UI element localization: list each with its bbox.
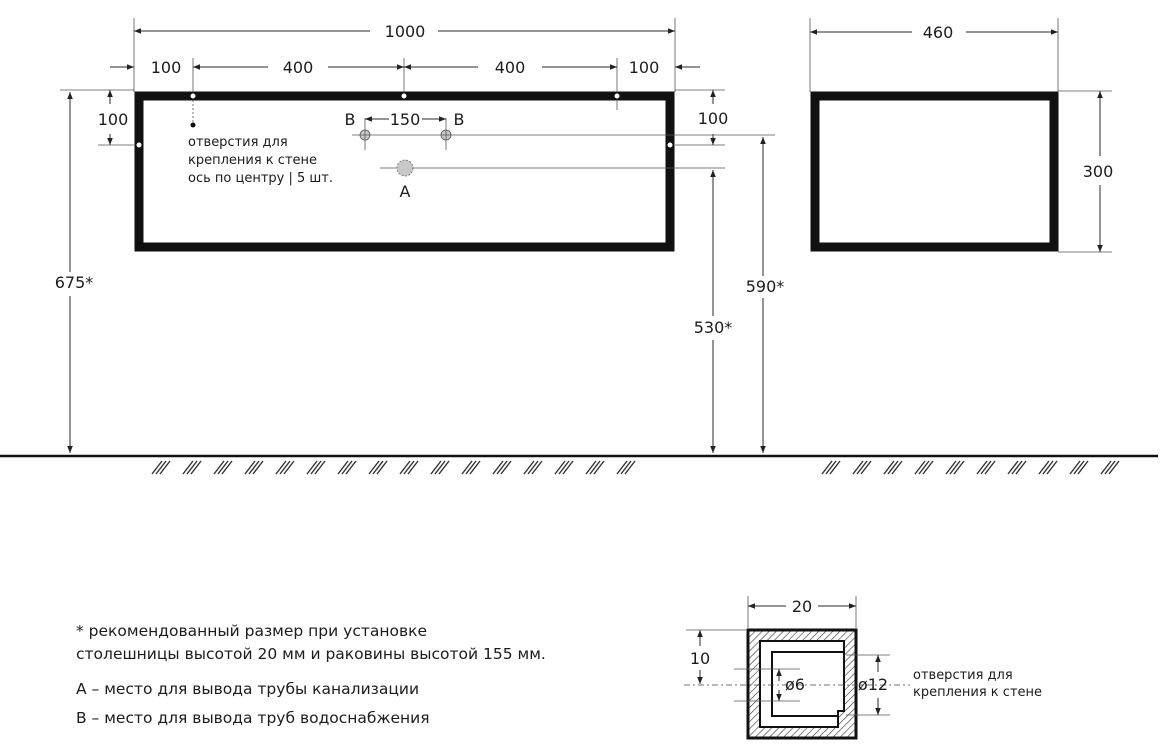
- mount-hole: [190, 93, 196, 99]
- dim-20-label: 20: [791, 597, 813, 616]
- dim-300-label: 300: [1082, 162, 1114, 181]
- dim-460-label: 460: [922, 23, 954, 42]
- side-frame: [815, 96, 1054, 247]
- profile-note-line2: крепления к стене: [913, 685, 1043, 700]
- side-view: [810, 18, 1113, 252]
- label-b-left: B: [344, 110, 356, 129]
- dim-530-label: 530*: [693, 318, 733, 337]
- mount-hole: [401, 93, 407, 99]
- dim-590-label: 590*: [745, 277, 785, 296]
- mount-hole: [614, 93, 620, 99]
- mount-note-line1: отверстия для: [188, 135, 288, 150]
- profile-note-line1: отверстия для: [913, 668, 1013, 683]
- dim-left-100-label: 100: [97, 110, 129, 129]
- dim-right-100-label: 100: [697, 109, 729, 128]
- dim-150-label: 150: [389, 110, 421, 129]
- dim-1000-label: 1000: [384, 22, 426, 41]
- dim-o6-label: ø6: [785, 675, 805, 694]
- note-line1: * рекомендованный размер при установке: [76, 622, 428, 640]
- label-a: A: [399, 182, 411, 201]
- note-line3: А – место для вывода трубы канализации: [76, 680, 420, 698]
- drain-outlet-a: [397, 160, 413, 176]
- floor: [0, 456, 1158, 474]
- notes: [76, 622, 546, 727]
- dim-o12-label: ø12: [857, 675, 889, 694]
- note-line2: столешницы высотой 20 мм и раковины высотой 155 мм.: [76, 645, 546, 663]
- dim-seg-right-label: 100: [628, 58, 660, 77]
- dim-seg-left-label: 100: [150, 58, 182, 77]
- dim-10-label: 10: [689, 649, 711, 668]
- mount-hole: [667, 142, 673, 148]
- mount-note-line3: ось по центру | 5 шт.: [188, 171, 333, 186]
- label-b-right: B: [453, 110, 465, 129]
- front-view: [55, 18, 785, 453]
- mount-note-line2: крепления к стене: [188, 153, 318, 168]
- dim-seg-mid2-label: 400: [494, 58, 526, 77]
- mount-hole: [136, 142, 142, 148]
- dim-seg-mid1-label: 400: [282, 58, 314, 77]
- note-line4: В – место для вывода труб водоснабжения: [76, 709, 430, 727]
- profile-detail: [684, 596, 1042, 738]
- dim-675-label: 675*: [54, 273, 94, 292]
